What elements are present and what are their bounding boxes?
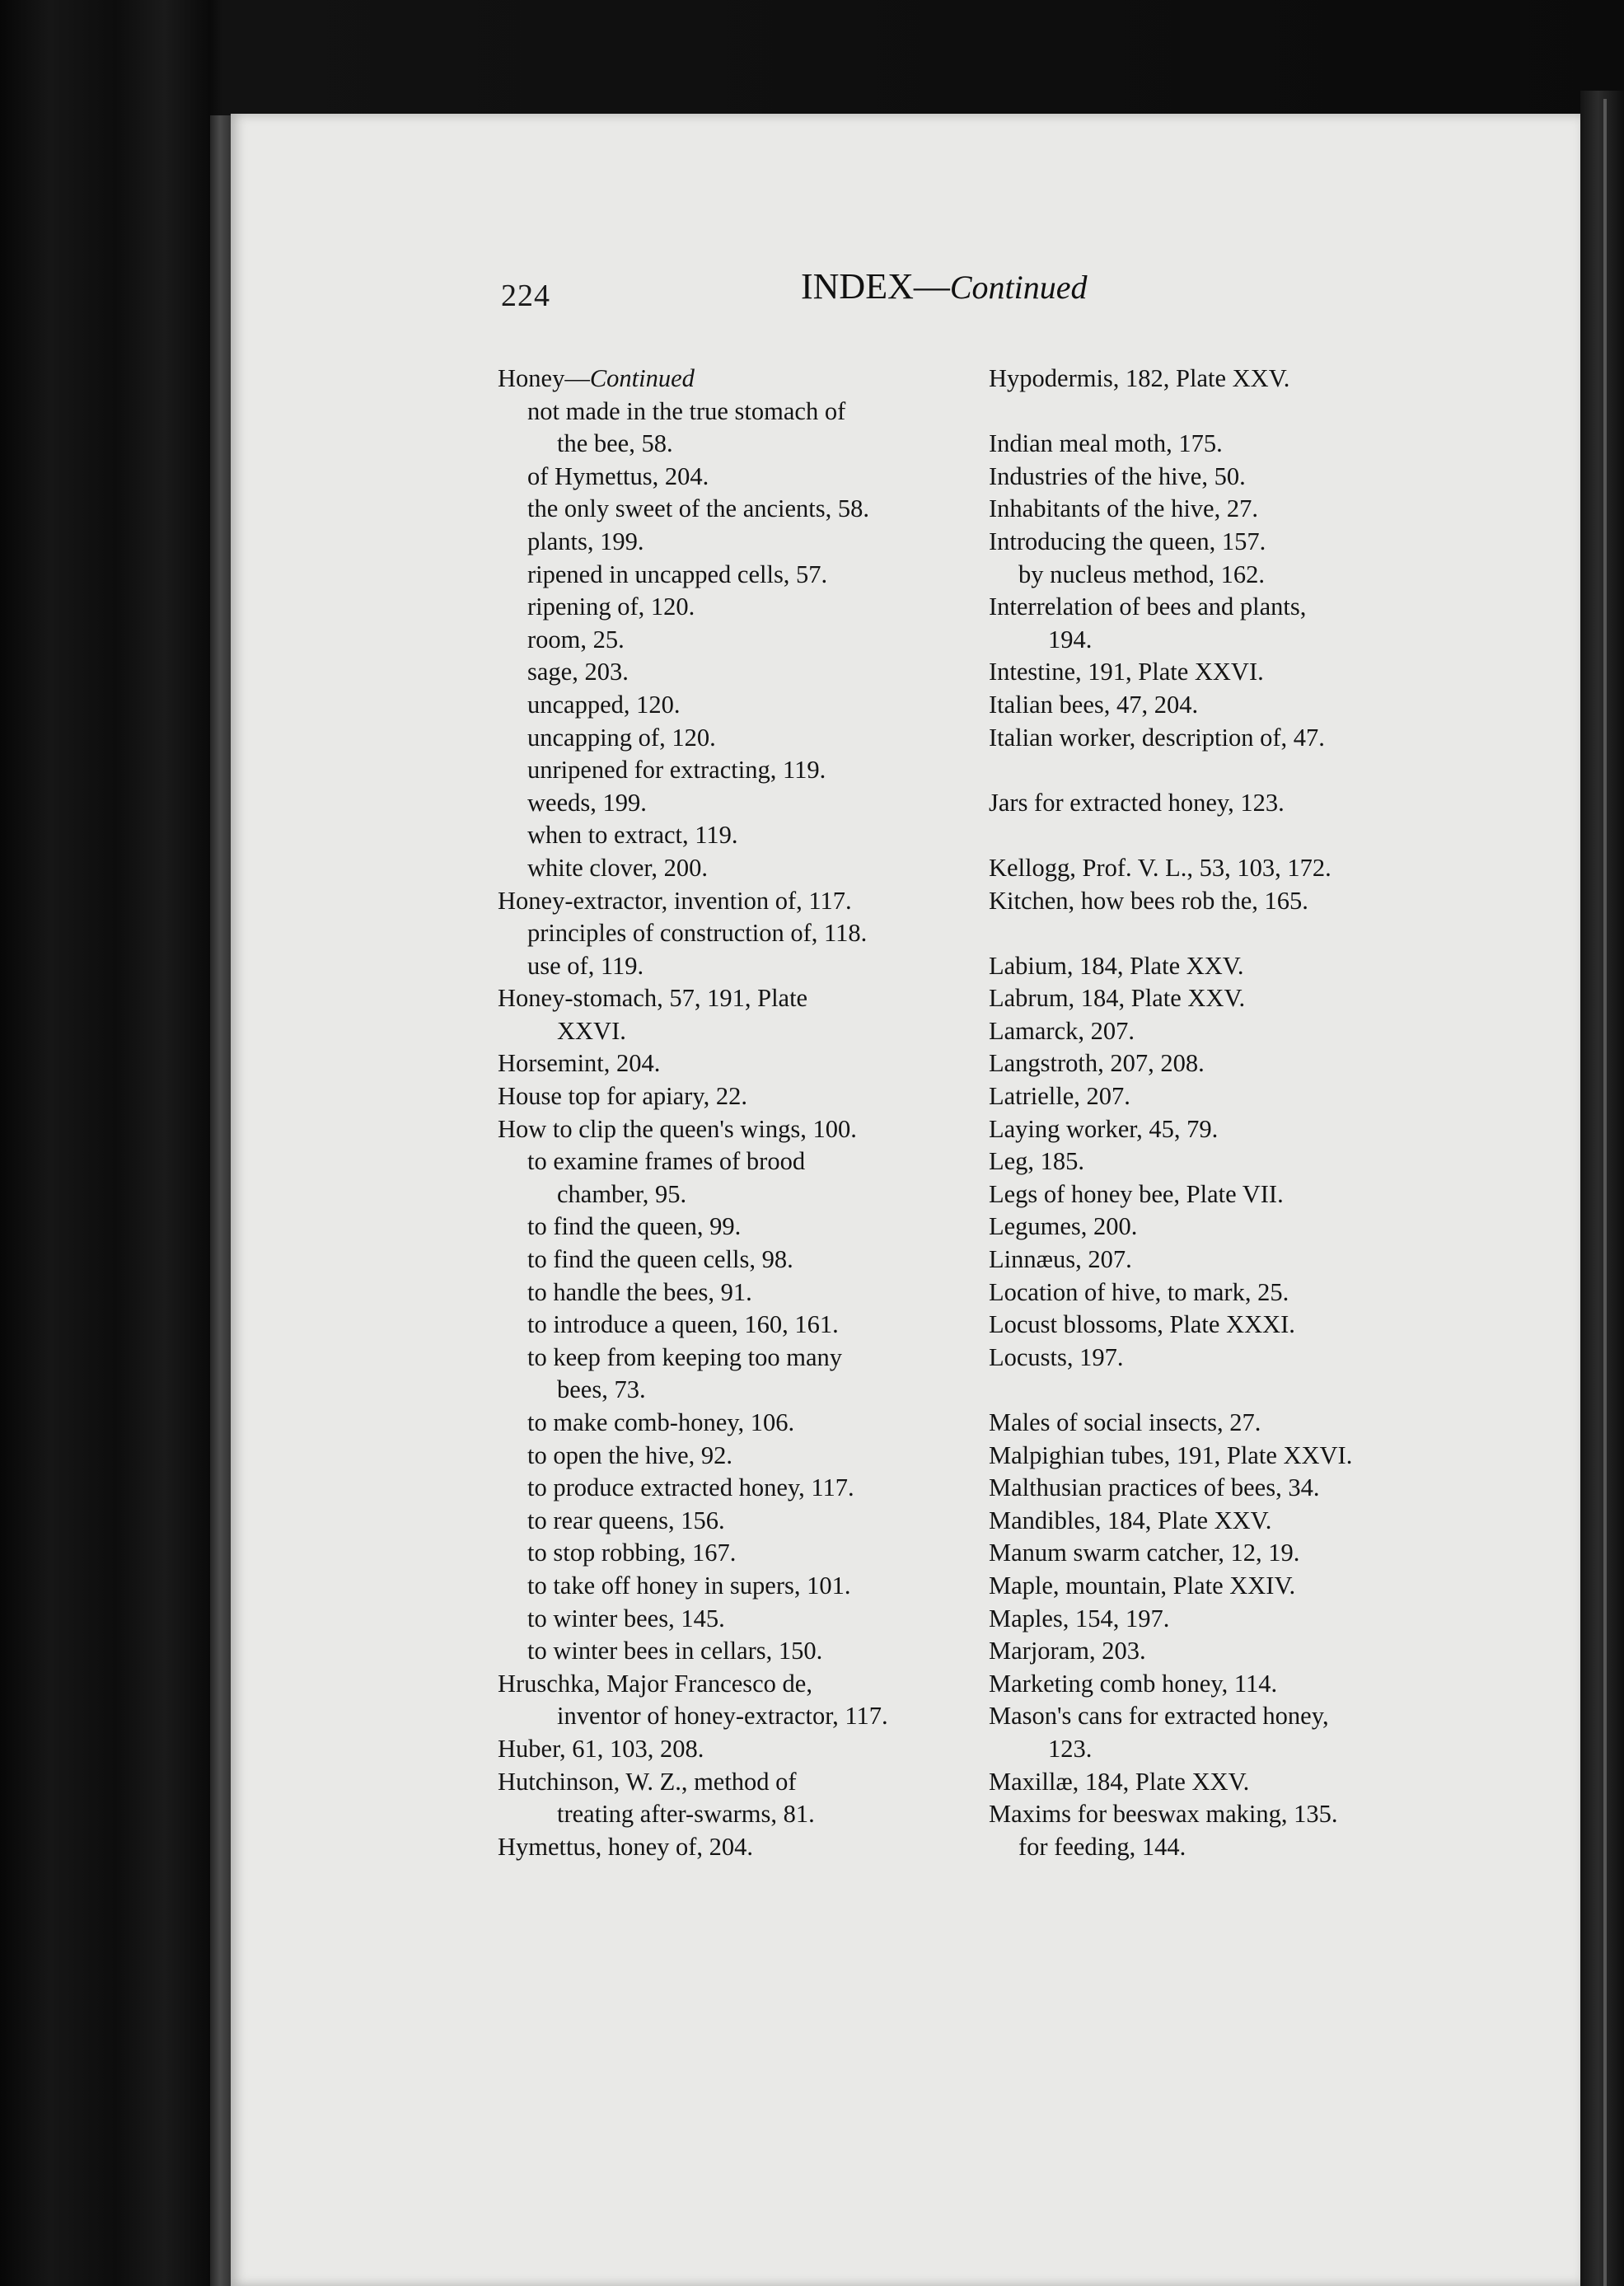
- index-entry: [989, 1244, 1467, 1277]
- index-entry-text: Leg, 185.: [989, 1147, 1085, 1176]
- index-entry-text: Malpighian tubes, 191, Plate XXVI.: [989, 1440, 1353, 1469]
- index-entry-text: sage, 203.: [527, 658, 629, 686]
- index-entry: [989, 1603, 1467, 1636]
- index-entry-text: principles of construction of, 118.: [527, 919, 868, 948]
- index-entry-text: Locust blossoms, Plate XXXI.: [989, 1310, 1295, 1339]
- index-entry-text: How to clip the queen's wings, 100.: [498, 1114, 857, 1143]
- index-entry-text: ripened in uncapped cells, 57.: [527, 560, 828, 588]
- index-entry-text: Italian worker, description of, 47.: [989, 723, 1325, 752]
- index-entry-text: Kitchen, how bees rob the, 165.: [989, 886, 1308, 915]
- index-subentry: [498, 1277, 959, 1309]
- index-entry-text: room, 25.: [527, 625, 625, 653]
- index-entry-text: Hutchinson, W. Z., method of: [498, 1767, 797, 1796]
- index-entry: [989, 1178, 1467, 1211]
- index-entry: [498, 1766, 959, 1799]
- index-entry-text: Legs of honey bee, Plate VII.: [989, 1179, 1284, 1208]
- index-subentry: [498, 624, 959, 657]
- index-entry-text: Labrum, 184, Plate XXV.: [989, 984, 1246, 1013]
- index-subentry: [498, 1374, 959, 1407]
- index-entry-text: not made in the true stomach of: [527, 396, 846, 425]
- index-subentry: [498, 1178, 959, 1211]
- index-entry-text: to introduce a queen, 160, 161.: [527, 1310, 839, 1339]
- entry-gap: [989, 396, 1467, 429]
- index-entry-text: use of, 119.: [527, 951, 644, 980]
- index-entry: [989, 852, 1467, 885]
- index-entry-text: treating after-swarms, 81.: [557, 1800, 815, 1829]
- index-subentry: [498, 656, 959, 689]
- index-subentry: [498, 689, 959, 722]
- index-entry-text: Mason's cans for extracted honey,: [989, 1702, 1329, 1731]
- index-subentry: [498, 526, 959, 559]
- index-entry-text: 194.: [1048, 625, 1093, 653]
- index-entry-text: uncapping of, 120.: [527, 723, 716, 752]
- index-entry-text: Honey-stomach, 57, 191, Plate: [498, 984, 808, 1013]
- index-subentry: [498, 722, 959, 755]
- index-entry-text: House top for apiary, 22.: [498, 1082, 747, 1111]
- index-subentry: [498, 461, 959, 494]
- index-entry-text: to produce extracted honey, 117.: [527, 1473, 854, 1502]
- index-entry: [989, 1211, 1467, 1244]
- index-entry-text: Industries of the hive, 50.: [989, 461, 1246, 490]
- index-entry-text: Inhabitants of the hive, 27.: [989, 494, 1258, 523]
- index-entry: [989, 656, 1467, 689]
- index-entry: [989, 526, 1467, 559]
- running-head: [801, 265, 1088, 307]
- index-entry: [989, 1440, 1467, 1473]
- index-entry-text: Labium, 184, Plate XXV.: [989, 951, 1244, 980]
- index-entry-text: to handle the bees, 91.: [527, 1277, 752, 1306]
- index-entry-text: Horsemint, 204.: [498, 1049, 661, 1078]
- index-entry: [989, 1015, 1467, 1048]
- index-entry: [989, 1505, 1467, 1538]
- index-entry-text: chamber, 95.: [557, 1179, 687, 1208]
- index-entry: [989, 1537, 1467, 1570]
- index-entry-text: Hruschka, Major Francesco de,: [498, 1669, 812, 1698]
- index-entry: [989, 1766, 1467, 1799]
- entry-gap: [989, 754, 1467, 787]
- index-entry-text: XXVI.: [557, 1016, 626, 1045]
- index-entry: [989, 1047, 1467, 1080]
- index-entry: [498, 1831, 959, 1864]
- index-entry-text: Interrelation of bees and plants,: [989, 593, 1307, 621]
- index-entry-text: to examine frames of brood: [527, 1147, 806, 1176]
- index-subentry: [989, 1733, 1467, 1766]
- index-subentry: [989, 1831, 1467, 1864]
- index-subentry: [498, 1603, 959, 1636]
- index-entry: [989, 689, 1467, 722]
- index-entry-text: Mandibles, 184, Plate XXV.: [989, 1506, 1272, 1534]
- right-edge-rule: [1603, 99, 1607, 2286]
- index-subentry: [498, 1635, 959, 1668]
- index-entry-text: Huber, 61, 103, 208.: [498, 1734, 704, 1763]
- index-entry-text: to find the queen, 99.: [527, 1212, 742, 1241]
- index-entry-text: Maple, mountain, Plate XXIV.: [989, 1571, 1296, 1600]
- index-subentry: [498, 1407, 959, 1440]
- index-entry-text: Maples, 154, 197.: [989, 1604, 1170, 1633]
- index-entry: [989, 950, 1467, 983]
- index-entry-text: Location of hive, to mark, 25.: [989, 1277, 1289, 1306]
- page-number: 224: [501, 279, 550, 313]
- index-entry: [989, 1472, 1467, 1505]
- index-subentry: [498, 559, 959, 592]
- index-entry: [498, 1047, 959, 1080]
- index-entry-text: plants, 199.: [527, 527, 644, 555]
- index-subentry: [498, 1244, 959, 1277]
- page-stack-right-edge: [1580, 91, 1624, 2286]
- index-entry: [498, 1733, 959, 1766]
- index-subentry: [498, 1015, 959, 1048]
- index-entry: [989, 461, 1467, 494]
- index-entry: [989, 1635, 1467, 1668]
- index-entry: [989, 428, 1467, 461]
- index-entry-text: to rear queens, 156.: [527, 1506, 725, 1534]
- entry-gap: [989, 1374, 1467, 1407]
- index-entry-text: to make comb-honey, 106.: [527, 1408, 795, 1436]
- entry-gap: [989, 819, 1467, 852]
- index-entry-text: Maxillæ, 184, Plate XXV.: [989, 1767, 1250, 1796]
- index-subentry: [498, 1342, 959, 1375]
- index-subentry: [498, 1472, 959, 1505]
- index-entry-text: inventor of honey-extractor, 117.: [557, 1702, 888, 1731]
- index-entry: [498, 363, 959, 396]
- index-entry-text: Lamarck, 207.: [989, 1016, 1135, 1045]
- index-entry-text: Linnæus, 207.: [989, 1245, 1132, 1274]
- index-entry-text: Marjoram, 203.: [989, 1637, 1146, 1665]
- index-entry-text: Malthusian practices of bees, 34.: [989, 1473, 1320, 1502]
- index-entry-text: Hypodermis, 182, Plate XXV.: [989, 364, 1290, 392]
- index-entry-text: ripening of, 120.: [527, 593, 695, 621]
- index-column-right: [989, 363, 1467, 1863]
- index-subentry: [498, 1570, 959, 1603]
- index-entry-text: Manum swarm catcher, 12, 19.: [989, 1539, 1300, 1567]
- index-subentry: [498, 1211, 959, 1244]
- index-entry-text: Introducing the queen, 157.: [989, 527, 1266, 555]
- index-subentry: [498, 428, 959, 461]
- running-head-title: INDEX—: [801, 266, 950, 307]
- index-entry-text: to keep from keeping too many: [527, 1342, 842, 1371]
- index-entry-text: Legumes, 200.: [989, 1212, 1138, 1241]
- index-entry-text: 123.: [1048, 1734, 1093, 1763]
- index-entry-text: white clover, 200.: [527, 853, 708, 882]
- index-entry-text: uncapped, 120.: [527, 690, 681, 719]
- index-entry: [989, 1798, 1467, 1831]
- index-entry-text: Laying worker, 45, 79.: [989, 1114, 1219, 1143]
- index-entry-text: when to extract, 119.: [527, 821, 738, 850]
- index-entry: [989, 1277, 1467, 1309]
- index-subentry: [498, 754, 959, 787]
- index-entry-text: to find the queen cells, 98.: [527, 1245, 793, 1274]
- index-entry-text: Latrielle, 207.: [989, 1082, 1130, 1111]
- index-entry-text: Maxims for beeswax making, 135.: [989, 1800, 1338, 1829]
- index-subentry: [989, 559, 1467, 592]
- index-entry: [498, 885, 959, 918]
- index-entry-text: Hymettus, honey of, 204.: [498, 1832, 754, 1861]
- index-subentry: [498, 591, 959, 624]
- index-subentry: [498, 1505, 959, 1538]
- index-subentry: [498, 950, 959, 983]
- index-entry: [989, 1668, 1467, 1701]
- index-entry-text: Honey—: [498, 364, 590, 392]
- index-subentry: [498, 1798, 959, 1831]
- index-entry-text: to open the hive, 92.: [527, 1440, 733, 1469]
- index-entry: [989, 722, 1467, 755]
- index-entry-text: of Hymettus, 204.: [527, 461, 709, 490]
- index-subentry: [498, 1309, 959, 1342]
- index-entry: [989, 1113, 1467, 1146]
- index-entry-text: Marketing comb honey, 114.: [989, 1669, 1278, 1698]
- index-entry: [989, 1342, 1467, 1375]
- index-subentry: [498, 917, 959, 950]
- index-entry: [989, 363, 1467, 396]
- index-entry-italic: Continued: [589, 364, 695, 392]
- index-entry: [989, 1407, 1467, 1440]
- index-column-left: [498, 363, 959, 1863]
- index-entry: [989, 1309, 1467, 1342]
- index-subentry: [498, 852, 959, 885]
- index-entry: [498, 1668, 959, 1701]
- index-entry: [498, 1113, 959, 1146]
- index-entry-text: Kellogg, Prof. V. L., 53, 103, 172.: [989, 853, 1331, 882]
- index-entry-text: weeds, 199.: [527, 788, 647, 817]
- index-entry-text: Italian bees, 47, 204.: [989, 690, 1199, 719]
- index-entry-text: the only sweet of the ancients, 58.: [527, 494, 870, 523]
- index-entry: [989, 493, 1467, 526]
- running-head-continued: Continued: [949, 269, 1088, 306]
- index-entry: [498, 982, 959, 1015]
- entry-gap: [989, 917, 1467, 950]
- index-entry-text: Males of social insects, 27.: [989, 1408, 1261, 1436]
- index-subentry: [498, 493, 959, 526]
- index-entry: [989, 1570, 1467, 1603]
- index-subentry: [498, 819, 959, 852]
- index-entry-text: to winter bees in cellars, 150.: [527, 1637, 823, 1665]
- index-entry-text: to winter bees, 145.: [527, 1604, 725, 1633]
- index-entry-text: bees, 73.: [557, 1375, 646, 1404]
- index-subentry: [498, 1700, 959, 1733]
- index-entry-text: by nucleus method, 162.: [1018, 560, 1266, 588]
- index-entry: [989, 885, 1467, 918]
- index-entry-text: for feeding, 144.: [1018, 1832, 1186, 1861]
- index-entry: [989, 787, 1467, 820]
- index-entry: [989, 1145, 1467, 1178]
- index-entry: [989, 1080, 1467, 1113]
- index-entry: [989, 982, 1467, 1015]
- index-subentry: [498, 1537, 959, 1570]
- index-subentry: [498, 396, 959, 429]
- index-entry-text: unripened for extracting, 119.: [527, 756, 826, 785]
- index-entry: [498, 1080, 959, 1113]
- index-entry-text: Intestine, 191, Plate XXVI.: [989, 658, 1264, 686]
- index-entry-text: the bee, 58.: [557, 429, 673, 458]
- index-entry: [989, 591, 1467, 624]
- index-subentry: [989, 624, 1467, 657]
- index-entry-text: Indian meal moth, 175.: [989, 429, 1223, 458]
- index-subentry: [498, 787, 959, 820]
- index-entry: [989, 1700, 1467, 1733]
- index-entry-text: to stop robbing, 167.: [527, 1539, 737, 1567]
- index-entry-text: Langstroth, 207, 208.: [989, 1049, 1205, 1078]
- index-entry-text: to take off honey in supers, 101.: [527, 1571, 851, 1600]
- index-entry-text: Locusts, 197.: [989, 1342, 1124, 1371]
- index-subentry: [498, 1440, 959, 1473]
- index-entry-text: Honey-extractor, invention of, 117.: [498, 886, 852, 915]
- index-entry-text: Jars for extracted honey, 123.: [989, 788, 1285, 817]
- index-subentry: [498, 1145, 959, 1178]
